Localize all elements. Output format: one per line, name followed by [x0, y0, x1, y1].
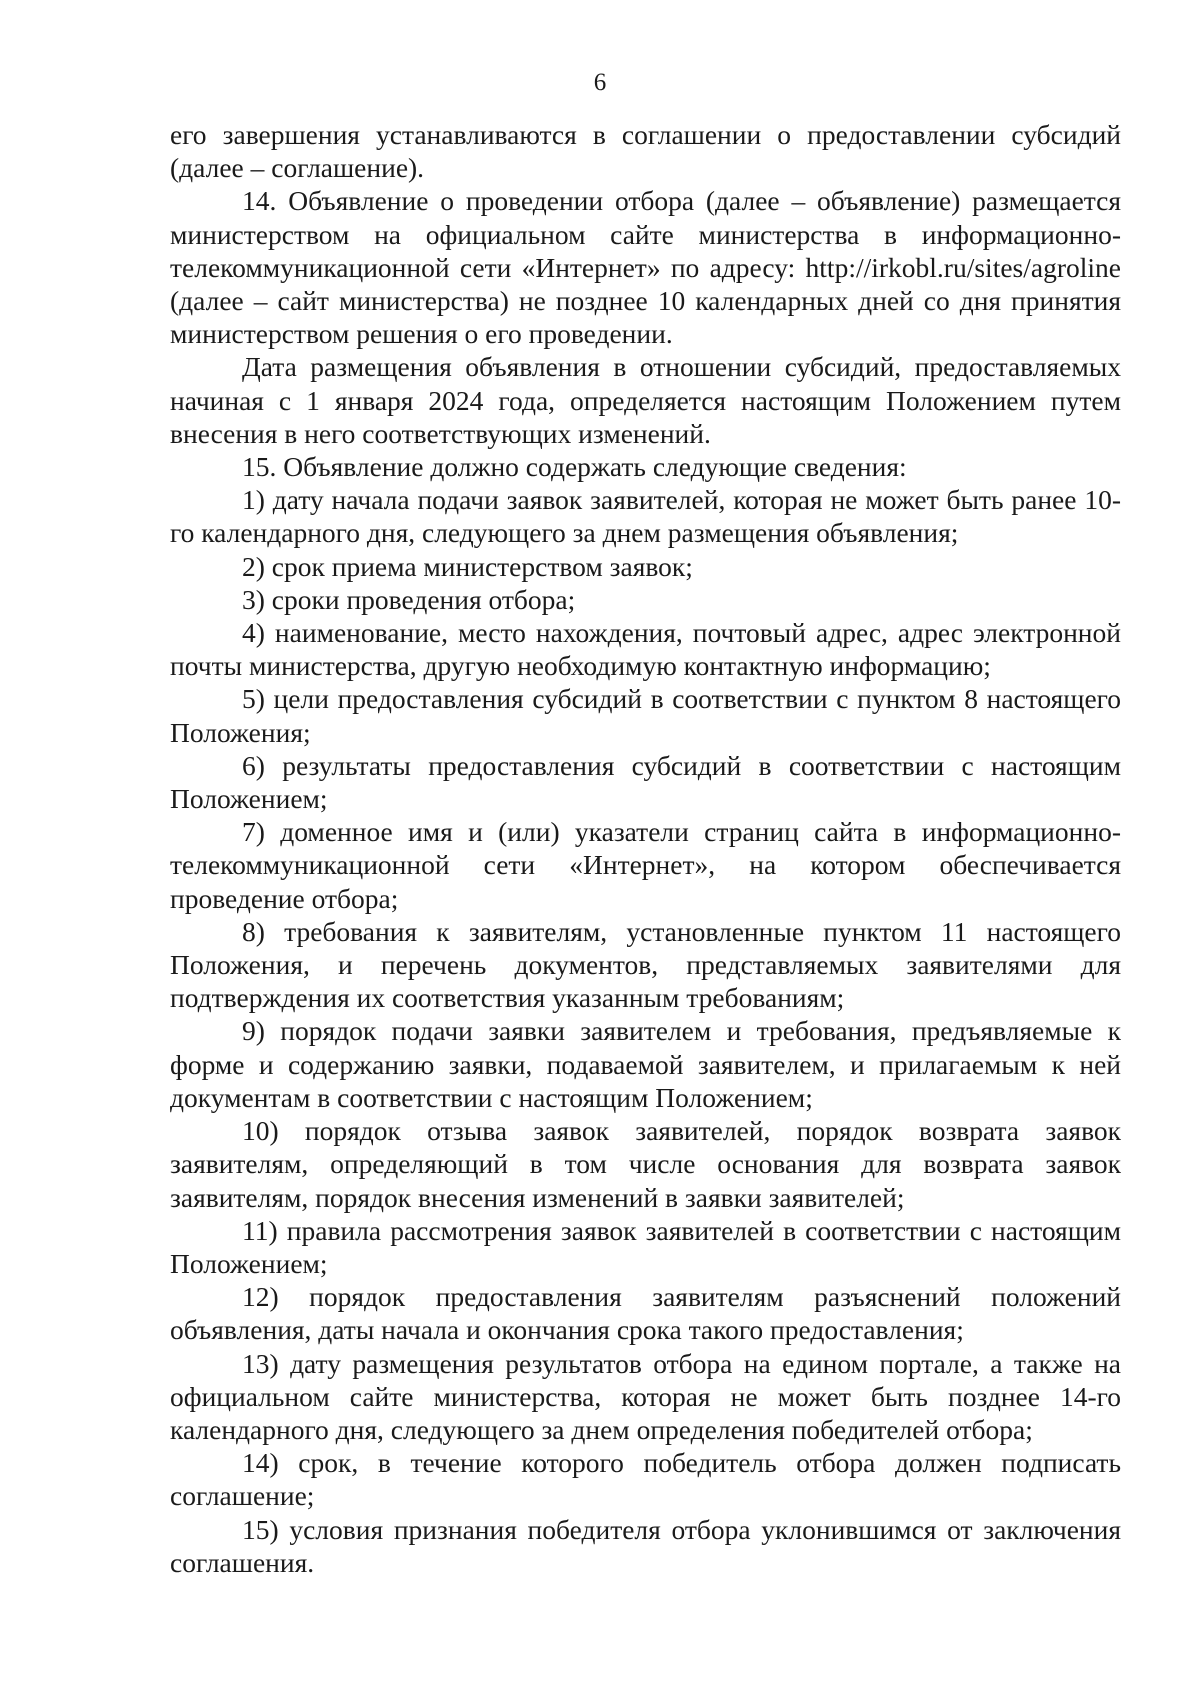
list-item-1: 1) дату начала подачи заявок заявителей, которая не может быть ранее 10-го календарного дня, следующего за днем размещения объявления;	[170, 484, 1121, 549]
paragraph-item-14: 14. Объявление о проведении отбора (далее – объявление) размещается министерством на официальном сайте министерства в информационно-телекоммуникационной сети «Интернет» по адресу: http://irkobl.ru/sites/agroline (далее – сайт министерства) не позднее 10 календарных дней со дня принятия министерством решения о его проведении.	[170, 185, 1121, 350]
list-item-2: 2) срок приема министерством заявок;	[242, 550, 693, 582]
list-item-14: 14) срок, в течение которого победитель отбора должен подписать соглашение;	[170, 1447, 1121, 1512]
list-item-8: 8) требования к заявителям, установленные пунктом 11 настоящего Положения, и перечень документов, представляемых заявителями для подтверждения их соответствия указанным требованиям;	[170, 915, 1121, 1014]
list-item-9: 9) порядок подачи заявки заявителем и требования, предъявляемые к форме и содержанию заявки, подаваемой заявителем, и прилагаемым к ней документам в соответствии с настоящим Положением;	[170, 1015, 1121, 1113]
list-item-15: 15) условия признания победителя отбора уклонившимся от заключения соглашения.	[170, 1513, 1121, 1578]
paragraph-continuation: его завершения устанавливаются в соглашении о предоставлении субсидий (далее – соглашение).	[170, 119, 1121, 184]
paragraph-item-15: 15. Объявление должно содержать следующие сведения:	[242, 451, 907, 483]
list-item-4: 4) наименование, место нахождения, почтовый адрес, адрес электронной почты министерства, другую необходимую контактную информацию;	[170, 617, 1121, 682]
page-number: 6	[593, 69, 607, 96]
list-item-5: 5) цели предоставления субсидий в соответствии с пунктом 8 настоящего Положения;	[170, 683, 1121, 748]
list-item-11: 11) правила рассмотрения заявок заявителей в соответствии с настоящим Положением;	[170, 1214, 1121, 1279]
list-item-6: 6) результаты предоставления субсидий в соответствии с настоящим Положением;	[170, 749, 1121, 815]
document-body	[170, 118, 1121, 1579]
list-item-12: 12) порядок предоставления заявителям разъяснений положений объявления, даты начала и окончания срока такого предоставления;	[170, 1281, 1121, 1346]
list-item-7: 7) доменное имя и (или) указатели страниц сайта в информационно-телекоммуникационной сети «Интернет», на котором обеспечивается проведение отбора;	[170, 816, 1121, 914]
list-item-13: 13) дату размещения результатов отбора на едином портале, а также на официальном сайте министерства, которая не может быть позднее 14-го календарного дня, следующего за днем определения победителей отбора;	[170, 1347, 1121, 1445]
list-item-10: 10) порядок отзыва заявок заявителей, порядок возврата заявок заявителям, определяющий в том числе основания для возврата заявок заявителям, порядок внесения изменений в заявки заявителей;	[170, 1115, 1121, 1213]
paragraph-publication-date: Дата размещения объявления в отношении субсидий, предоставляемых начиная с 1 января 2024 года, определяется настоящим Положением путем внесения в него соответствующих изменений.	[170, 351, 1121, 449]
list-item-3: 3) сроки проведения отбора;	[242, 583, 576, 615]
